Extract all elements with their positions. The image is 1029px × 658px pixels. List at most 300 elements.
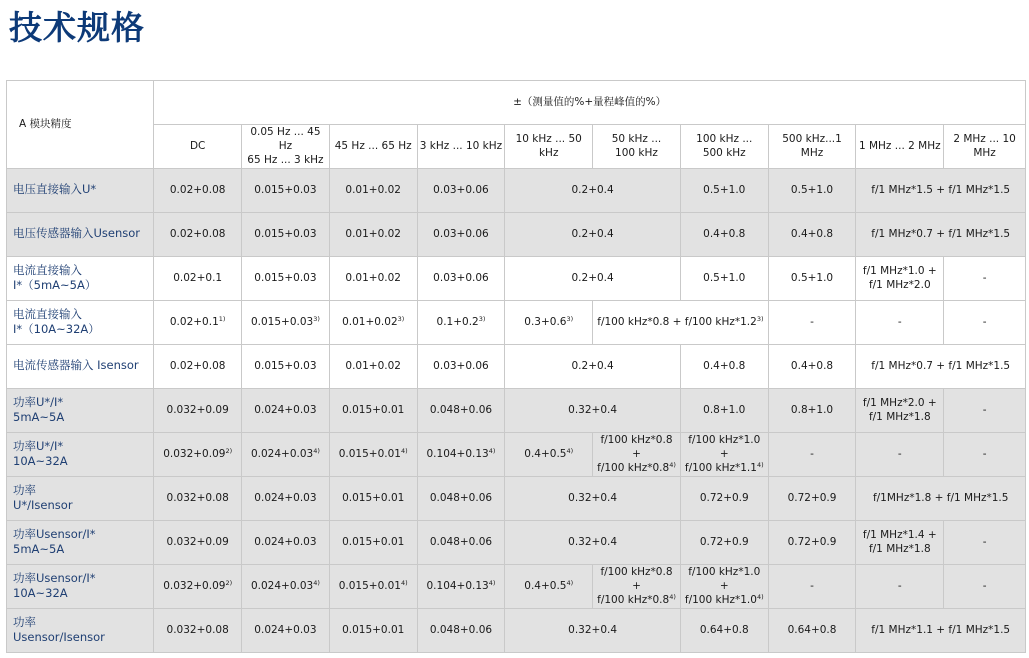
value-cell (944, 432, 1026, 476)
cell-text: 0.032+0.09 (163, 579, 226, 592)
table-row (7, 168, 1026, 212)
cell-text: 0.64+0.8 (787, 623, 837, 636)
row-label (7, 212, 154, 256)
value-cell (856, 520, 944, 564)
value-cell (856, 256, 944, 300)
row-label-line: 10A~32A (13, 586, 68, 601)
cell-line (683, 461, 766, 475)
cell-text: 0.4+0.5 (524, 447, 567, 460)
table-row (7, 476, 1026, 520)
value-cell (329, 608, 417, 652)
footnote-mark: 3) (566, 314, 574, 323)
cell-text: 0.03+0.06 (433, 183, 489, 196)
cell-text: f/100 kHz*1.1 (684, 462, 757, 475)
footnote-mark: 4) (566, 578, 574, 587)
value-cell (505, 608, 681, 652)
value-cell (154, 608, 242, 652)
value-cell (154, 212, 242, 256)
frequency-header-line: 2 MHz ... 10 MHz (953, 133, 1016, 160)
row-label-line: 功率U*/I* (13, 438, 64, 453)
cell-text: 0.02+0.08 (169, 359, 226, 372)
frequency-header (242, 125, 330, 169)
cell-text: 0.72+0.9 (699, 491, 749, 504)
cell-text: f/100 kHz*0.8 (597, 594, 670, 607)
cell-text: 0.32+0.4 (568, 535, 618, 548)
value-cell (329, 256, 417, 300)
frequency-header (417, 125, 505, 169)
footnote-mark: 4) (313, 446, 320, 455)
cell-text: 0.024+0.03 (254, 623, 317, 636)
cell-text: 0.01+0.02 (342, 315, 398, 328)
cell-text: - (982, 271, 987, 284)
footnote-mark: 2) (225, 446, 233, 455)
cell-line (683, 565, 766, 593)
frequency-header (680, 125, 768, 169)
value-cell (417, 388, 505, 432)
value-cell (680, 388, 768, 432)
cell-text: 0.032+0.08 (166, 623, 229, 636)
cell-text: 0.024+0.03 (254, 491, 317, 504)
frequency-header-line: 0.05 Hz ... 45 Hz (250, 126, 321, 153)
cell-text: - (982, 315, 987, 328)
frequency-header (505, 125, 593, 169)
cell-text: - (982, 403, 987, 416)
row-label (7, 476, 154, 520)
cell-text: f/1 MHz*2.0 (868, 279, 931, 292)
value-cell (329, 476, 417, 520)
cell-text: f/100 kHz*1.0 (684, 594, 757, 607)
cell-text: f/1 MHz*2.0 + (862, 396, 937, 409)
cell-text: 0.015+0.01 (342, 535, 405, 548)
frequency-header-line: DC (189, 140, 206, 153)
footnote-mark: 2) (225, 578, 233, 587)
cell-text: f/1 MHz*1.5 + f/1 MHz*1.5 (871, 183, 1011, 196)
value-cell (242, 520, 330, 564)
cell-line (858, 542, 941, 556)
value-cell (505, 520, 681, 564)
value-cell (768, 388, 856, 432)
cell-text: 0.015+0.03 (254, 183, 317, 196)
value-cell (417, 476, 505, 520)
cell-text: 0.8+1.0 (790, 403, 834, 416)
cell-text: 0.048+0.06 (429, 491, 493, 504)
value-cell (154, 520, 242, 564)
cell-line (858, 396, 941, 410)
row-label (7, 168, 154, 212)
footnote-mark: 4) (756, 593, 764, 602)
row-label-line: 10A~32A (13, 454, 68, 469)
value-cell (856, 212, 1026, 256)
row-label-line: 功率U*/I* (13, 394, 64, 409)
row-label-line: I*（5mA~5A） (13, 278, 97, 293)
value-cell (329, 388, 417, 432)
cell-text: - (897, 447, 902, 460)
frequency-header-line: 500 kHz...1 MHz (782, 133, 842, 160)
value-cell (417, 432, 505, 476)
cell-line (595, 565, 678, 593)
cell-text: f/100 kHz*0.8 (597, 462, 670, 475)
cell-text: 0.02+0.08 (169, 183, 226, 196)
cell-text: - (810, 447, 814, 460)
cell-line (858, 278, 941, 292)
cell-line (595, 593, 678, 607)
row-label (7, 344, 154, 388)
cell-text: 0.01+0.02 (345, 183, 401, 196)
value-cell (680, 608, 768, 652)
cell-text: 0.8+1.0 (703, 403, 746, 416)
value-cell (856, 476, 1026, 520)
cell-text: f/100 kHz*1.0 + (688, 565, 761, 592)
value-cell (680, 564, 768, 608)
cell-text: f/100 kHz*0.8 + (600, 565, 673, 592)
table-row (7, 564, 1026, 608)
value-cell (768, 300, 856, 344)
value-cell (593, 300, 769, 344)
frequency-header (329, 125, 417, 169)
value-cell (242, 168, 330, 212)
cell-text: 0.02+0.1 (169, 315, 219, 328)
value-cell (417, 212, 505, 256)
row-label (7, 432, 154, 476)
row-label (7, 388, 154, 432)
table-corner-label: A 模块精度 (7, 81, 154, 169)
value-cell (505, 432, 593, 476)
cell-text: 0.015+0.03 (254, 359, 317, 372)
cell-text: 0.32+0.4 (568, 491, 618, 504)
value-cell (417, 564, 505, 608)
value-cell (154, 476, 242, 520)
cell-text: - (982, 579, 987, 592)
value-cell (154, 168, 242, 212)
row-label-line: 功率 (13, 614, 36, 629)
cell-line (858, 410, 941, 424)
cell-text: f/1 MHz*1.4 + (862, 528, 937, 541)
cell-text: 0.01+0.02 (345, 359, 401, 372)
cell-text: 0.032+0.08 (166, 491, 229, 504)
table-row (7, 300, 1026, 344)
cell-text: 0.015+0.03 (250, 315, 314, 328)
cell-text: f/1 MHz*1.8 (868, 543, 931, 556)
value-cell (505, 212, 681, 256)
value-cell (856, 432, 944, 476)
frequency-header-line: 500 kHz (702, 147, 746, 160)
value-cell (242, 300, 330, 344)
cell-text: 0.015+0.03 (254, 227, 317, 240)
cell-text: - (897, 579, 902, 592)
cell-text: 0.104+0.13 (426, 579, 489, 592)
cell-text: 0.015+0.01 (342, 403, 405, 416)
value-cell (768, 432, 856, 476)
cell-text: 0.4+0.8 (703, 359, 746, 372)
cell-text: - (982, 447, 987, 460)
cell-text: 0.015+0.01 (342, 623, 405, 636)
table-body (7, 168, 1026, 652)
frequency-header-line: 100 kHz (615, 147, 658, 160)
value-cell (505, 168, 681, 212)
cell-text: 0.104+0.13 (426, 447, 489, 460)
cell-text: 0.02+0.1 (173, 271, 223, 284)
cell-text: 0.032+0.09 (166, 403, 229, 416)
value-cell (593, 432, 681, 476)
cell-text: 0.048+0.06 (429, 623, 493, 636)
cell-text: f/100 kHz*1.0 + (688, 433, 761, 460)
value-cell (329, 432, 417, 476)
row-label (7, 608, 154, 652)
value-cell (329, 520, 417, 564)
value-cell (944, 300, 1026, 344)
cell-text: 0.1+0.2 (436, 315, 479, 328)
value-cell (329, 212, 417, 256)
footnote-mark: 4) (669, 593, 676, 602)
value-cell (944, 520, 1026, 564)
cell-text: 0.015+0.01 (338, 447, 401, 460)
cell-text: 0.2+0.4 (571, 227, 614, 240)
cell-text: 0.048+0.06 (429, 403, 493, 416)
row-label-line: U*/Isensor (13, 498, 73, 513)
value-cell (505, 344, 681, 388)
value-cell (505, 256, 681, 300)
value-cell (242, 212, 330, 256)
frequency-header-line: 50 kHz ... (611, 133, 662, 146)
value-cell (505, 476, 681, 520)
footnote-mark: 3) (313, 314, 320, 323)
table-row (7, 212, 1026, 256)
cell-text: 0.72+0.9 (699, 535, 749, 548)
cell-text: 0.032+0.09 (163, 447, 226, 460)
row-label (7, 564, 154, 608)
row-label (7, 520, 154, 564)
value-cell (856, 300, 944, 344)
cell-text: 0.024+0.03 (254, 403, 317, 416)
cell-text: - (810, 315, 814, 328)
cell-text: 0.015+0.01 (342, 491, 405, 504)
row-label-line: 电流传感器输入 Isensor (13, 358, 139, 373)
value-cell (329, 168, 417, 212)
footnote-mark: 4) (488, 446, 496, 455)
frequency-header-line: 65 Hz ... 3 kHz (247, 154, 324, 167)
footnote-mark: 4) (400, 578, 408, 587)
cell-text: 0.2+0.4 (571, 183, 614, 196)
value-cell (856, 388, 944, 432)
footnote-mark: 3) (756, 314, 764, 323)
value-cell (944, 564, 1026, 608)
cell-text: f/1 MHz*0.7 + f/1 MHz*1.5 (871, 359, 1011, 372)
footnote-mark: 4) (400, 446, 408, 455)
value-cell (505, 564, 593, 608)
value-cell (768, 520, 856, 564)
row-label-line: 功率 (13, 482, 36, 497)
cell-text: f/1MHz*1.8 + f/1 MHz*1.5 (872, 491, 1009, 504)
value-cell (768, 476, 856, 520)
value-cell (680, 212, 768, 256)
footnote-mark: 3) (397, 314, 405, 323)
footnote-mark: 4) (488, 578, 496, 587)
cell-text: 0.32+0.4 (568, 403, 618, 416)
table-row (7, 388, 1026, 432)
value-cell (856, 608, 1026, 652)
value-cell (768, 344, 856, 388)
cell-text: 0.5+1.0 (790, 183, 834, 196)
value-cell (242, 432, 330, 476)
cell-text: 0.015+0.01 (338, 579, 401, 592)
footnote-mark: 4) (313, 578, 320, 587)
value-cell (242, 344, 330, 388)
cell-text: f/100 kHz*0.8 + f/100 kHz*1.2 (597, 315, 757, 328)
cell-line (595, 433, 678, 461)
cell-text: 0.03+0.06 (433, 271, 489, 284)
row-label-line: I*（10A~32A） (13, 322, 100, 337)
cell-text: 0.01+0.02 (345, 227, 401, 240)
value-cell (768, 564, 856, 608)
frequency-header-line: 45 Hz ... 65 Hz (334, 140, 412, 153)
table-row (7, 608, 1026, 652)
value-cell (154, 256, 242, 300)
frequency-header-line: 3 kHz ... 10 kHz (419, 140, 503, 153)
cell-text: 0.048+0.06 (429, 535, 493, 548)
value-cell (856, 564, 944, 608)
value-cell (242, 564, 330, 608)
cell-line (683, 593, 766, 607)
cell-text: f/1 MHz*1.8 (868, 411, 931, 424)
frequency-header-row (7, 125, 1026, 169)
value-cell (329, 300, 417, 344)
footnote-mark: 3) (478, 314, 486, 323)
value-cell (856, 344, 1026, 388)
value-cell (680, 432, 768, 476)
frequency-header (768, 125, 856, 169)
footnote-mark: 4) (669, 461, 676, 470)
value-cell (768, 212, 856, 256)
value-cell (242, 388, 330, 432)
footnote-mark: 1) (218, 314, 226, 323)
value-cell (154, 388, 242, 432)
value-cell (680, 168, 768, 212)
cell-text: f/100 kHz*0.8 + (600, 433, 673, 460)
row-label (7, 256, 154, 300)
value-cell (242, 256, 330, 300)
value-cell (417, 300, 505, 344)
row-label-line: 功率Usensor/I* (13, 526, 96, 541)
cell-text: - (810, 579, 814, 592)
row-label (7, 300, 154, 344)
cell-text: 0.2+0.4 (571, 271, 614, 284)
value-cell (593, 564, 681, 608)
footnote-mark: 4) (756, 461, 764, 470)
cell-text: f/1 MHz*1.0 + (862, 264, 937, 277)
cell-line (595, 461, 678, 475)
cell-text: f/1 MHz*1.1 + f/1 MHz*1.5 (871, 623, 1011, 636)
value-cell (329, 564, 417, 608)
cell-text: 0.024+0.03 (250, 447, 314, 460)
cell-text: 0.5+1.0 (703, 271, 746, 284)
table-row (7, 344, 1026, 388)
table-row (7, 256, 1026, 300)
frequency-header-line: 100 kHz ... (696, 133, 753, 146)
value-cell (417, 256, 505, 300)
cell-text: f/1 MHz*0.7 + f/1 MHz*1.5 (871, 227, 1011, 240)
cell-text: 0.2+0.4 (571, 359, 614, 372)
cell-text: 0.024+0.03 (254, 535, 317, 548)
cell-text: 0.02+0.08 (169, 227, 226, 240)
cell-text: 0.03+0.06 (433, 227, 489, 240)
value-cell (680, 256, 768, 300)
value-cell (768, 608, 856, 652)
cell-text: 0.032+0.09 (166, 535, 229, 548)
row-label-line: 电流直接输入 (13, 262, 82, 277)
page-title: 技术规格 (9, 8, 145, 47)
value-cell (680, 476, 768, 520)
cell-text: 0.4+0.8 (790, 359, 834, 372)
cell-text: - (982, 535, 987, 548)
value-cell (242, 476, 330, 520)
table-row (7, 520, 1026, 564)
value-cell (417, 608, 505, 652)
value-cell (680, 520, 768, 564)
cell-text: 0.015+0.03 (254, 271, 317, 284)
frequency-header-line: 10 kHz ... 50 kHz (515, 133, 582, 160)
cell-text: 0.4+0.8 (703, 227, 746, 240)
cell-text: 0.03+0.06 (433, 359, 489, 372)
value-cell (154, 344, 242, 388)
row-label-line: 电压直接输入U* (13, 182, 97, 197)
value-cell (417, 344, 505, 388)
cell-text: 0.3+0.6 (524, 315, 567, 328)
cell-text: 0.32+0.4 (568, 623, 618, 636)
value-cell (680, 344, 768, 388)
table-row (7, 432, 1026, 476)
value-cell (768, 256, 856, 300)
value-cell (417, 168, 505, 212)
cell-text: 0.5+1.0 (703, 183, 746, 196)
row-label-line: Usensor/Isensor (13, 630, 105, 645)
value-cell (242, 608, 330, 652)
frequency-header-line: 1 MHz ... 2 MHz (858, 140, 941, 153)
row-label-line: 5mA~5A (13, 410, 65, 425)
frequency-header (593, 125, 681, 169)
value-cell (856, 168, 1026, 212)
footnote-mark: 4) (566, 446, 574, 455)
row-label-line: 电流直接输入 (13, 306, 82, 321)
cell-text: 0.72+0.9 (787, 491, 837, 504)
cell-text: 0.01+0.02 (345, 271, 401, 284)
value-cell (944, 256, 1026, 300)
cell-text: 0.64+0.8 (699, 623, 749, 636)
value-cell (505, 388, 681, 432)
frequency-header (154, 125, 242, 169)
value-cell (417, 520, 505, 564)
cell-line (858, 528, 941, 542)
row-label-line: 5mA~5A (13, 542, 65, 557)
cell-text: 0.72+0.9 (787, 535, 837, 548)
value-cell (154, 432, 242, 476)
value-cell (154, 300, 242, 344)
frequency-header (944, 125, 1026, 169)
cell-line (683, 433, 766, 461)
value-cell (154, 564, 242, 608)
value-cell (944, 388, 1026, 432)
cell-line (858, 264, 941, 278)
value-cell (329, 344, 417, 388)
cell-text: 0.5+1.0 (790, 271, 834, 284)
cell-text: 0.4+0.5 (524, 579, 567, 592)
cell-text: - (897, 315, 902, 328)
cell-text: 0.4+0.8 (790, 227, 834, 240)
row-label-line: 电压传感器输入Usensor (13, 226, 141, 241)
row-label-line: 功率Usensor/I* (13, 570, 96, 585)
cell-text: 0.024+0.03 (250, 579, 314, 592)
frequency-header (856, 125, 944, 169)
value-cell (768, 168, 856, 212)
